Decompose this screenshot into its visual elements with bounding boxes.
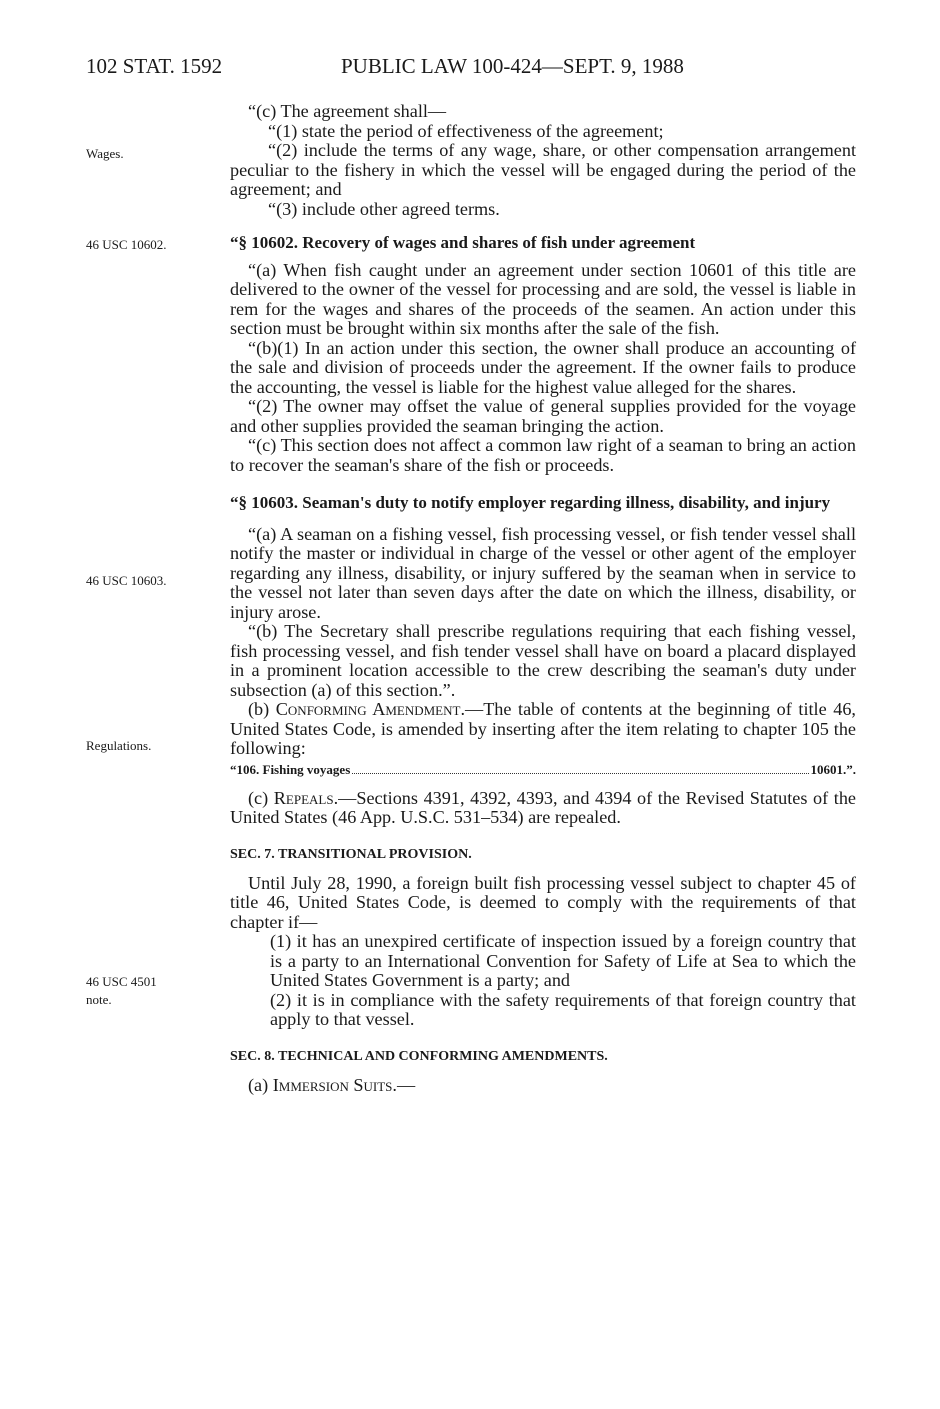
toc-item-number: 10601.”. — [810, 761, 856, 777]
section-7-paragraph-2: (2) it is in compliance with the safety requirements of that foreign country that apply to that vessel. — [270, 989, 856, 1029]
table-of-contents-entry — [230, 761, 856, 779]
agreement-paragraph-2: “(2) include the terms of any wage, share, or other compensation arrangement peculiar to the fishery in which the vessel will be engaged during the period of the agreement; and — [230, 140, 856, 199]
margin-note-46-usc-4501 — [86, 973, 157, 1009]
margin-note-46-usc-4501-line2: note. — [86, 992, 112, 1007]
conforming-amendment-label: Conforming Amendment. — [275, 699, 465, 719]
section-10602-subsection-a: “(a) When fish caught under an agreement under section 10601 of this title are delivered to the owner of the vessel for processing and are sold, the vessel is liable in rem for the wages and shares of the proceeds of the seamen. An action under this section must be brought within six months after the sale of the fish. — [230, 259, 856, 338]
section-10602-heading: “§ 10602. Recovery of wages and shares of fish under agreement — [230, 233, 696, 252]
margin-note-regulations: Regulations. — [86, 738, 152, 753]
page-stat-citation: 102 STAT. 1592 — [86, 54, 223, 78]
repeals-paragraph: (c) Repeals.—Sections 4391, 4392, 4393, and 4394 of the Revised Statutes of the United States (46 App. U.S.C. 531–534) are repealed. — [230, 787, 856, 827]
section-10603-subsection-a: “(a) A seaman on a fishing vessel, fish processing vessel, or fish tender vessel shall notify the master or individual in charge of the vessel or other agent of the employer regarding any illness, disability, or injury suffered by the seaman when in service to the vessel not later than seven days after the date on which the illness, disability, or injury arose. — [230, 523, 856, 622]
agreement-subsection-c: “(c) The agreement shall— — [248, 101, 447, 121]
margin-note-46-usc-10602: 46 USC 10602. — [86, 237, 167, 252]
page-running-head: PUBLIC LAW 100-424—SEPT. 9, 1988 — [341, 54, 684, 78]
toc-leader-dots — [352, 761, 808, 774]
agreement-paragraph-3: “(3) include other agreed terms. — [268, 198, 500, 219]
immersion-suits-text: — — [396, 1074, 416, 1095]
section-10603-heading: “§ 10603. Seaman's duty to notify employer regarding illness, disability, and injury — [230, 493, 831, 512]
section-7-paragraph-1: (1) it has an unexpired certificate of inspection issued by a foreign country that is a party to an International Convention for Safety of Life at Sea to which the United States Government is a party; and — [270, 931, 856, 990]
section-7-text: Until July 28, 1990, a foreign built fish processing vessel subject to chapter 45 of title 46, United States Code, is deemed to comply with the requirements of that chapter if— — [230, 872, 856, 932]
immersion-suits-label: Immersion Suits. — [272, 1074, 397, 1095]
agreement-paragraph-1: “(1) state the period of effectiveness of the agreement; — [268, 120, 664, 141]
margin-note-46-usc-10603: 46 USC 10603. — [86, 573, 167, 588]
repeals-label: Repeals. — [273, 787, 339, 808]
section-8-title: SEC. 8. TECHNICAL AND CONFORMING AMENDMENTS. — [230, 1048, 608, 1064]
immersion-suits-paragraph: (a) Immersion Suits.— — [248, 1074, 416, 1095]
section-10602-subsection-b2: “(2) The owner may offset the value of general supplies provided for the voyage and other supplies provided the seaman bringing the action. — [230, 396, 856, 436]
toc-item-label: “106. Fishing voyages — [230, 761, 351, 777]
section-10602-subsection-b1: “(b)(1) In an action under this section, the owner shall produce an accounting of the sale and division of proceeds under the agreement. If the owner fails to produce the accounting, the vessel is liable for the highest value alleged for the shares. — [230, 337, 856, 397]
conforming-amendment-text: —The table of contents at the beginning of title 46, United States Code, is amended by inserting after the item relating to chapter 105 the following: — [230, 699, 856, 758]
document-body — [230, 102, 856, 1095]
conforming-amendment-paragraph: (b) Conforming Amendment.—The table of contents at the beginning of title 46, United States Code, is amended by inserting after the item relating to chapter 105 the following: — [230, 699, 856, 758]
margin-note-46-usc-4501-line1: 46 USC 4501 — [86, 974, 157, 989]
repeals-text: —Sections 4391, 4392, 4393, and 4394 of the Revised Statutes of the United States (46 App. U.S.C. 531–534) are repealed. — [230, 787, 856, 827]
margin-note-wages: Wages. — [86, 146, 124, 161]
section-7-title: SEC. 7. TRANSITIONAL PROVISION. — [230, 846, 472, 862]
section-10602-subsection-c: “(c) This section does not affect a common law right of a seaman to bring an action to recover the seaman's share of the fish or proceeds. — [230, 435, 856, 475]
section-10603-subsection-b: “(b) The Secretary shall prescribe regulations requiring that each fishing vessel, fish processing vessel, and fish tender vessel shall have on board a placard displayed in a prominent location accessible to the crew describing the seaman's duty under subsection (a) of this section.”. — [230, 621, 856, 700]
